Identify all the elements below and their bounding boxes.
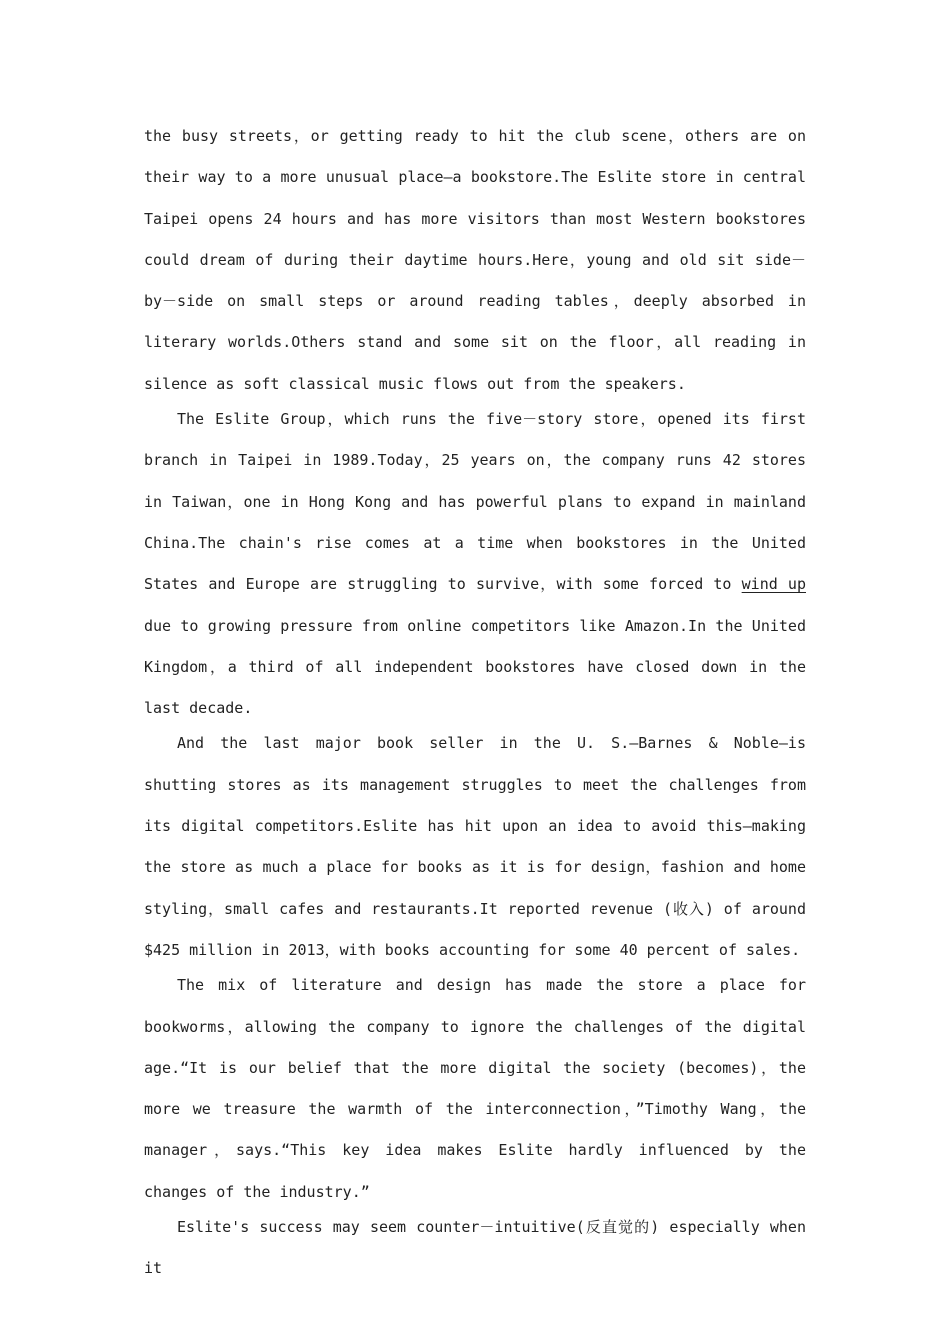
document-body — [144, 116, 806, 1284]
paragraph-5-text: Eslite's success may seem counter－intuitive(反直觉的) especially when it — [144, 1218, 806, 1278]
paragraph-1 — [144, 116, 806, 405]
paragraph-3-text: And the last major book seller in the U. S.—Barnes & Noble—is shutting stores as its management struggles to meet the challenges from its digital competitors.Eslite has hit upon an idea to avoid this—making the store as much a place for books as it is for design，fashion and home styling，small cafes and restaurants.It reported revenue (收入) of around $425 million in 2013，with books accounting for some 40 percent of sales. — [144, 734, 806, 959]
paragraph-2 — [144, 399, 806, 729]
paragraph-2-text-end: due to growing pressure from online competitors like Amazon.In the United Kingdom，a third of all independent bookstores have closed down in the last decade. — [144, 616, 806, 718]
paragraph-4-text: The mix of literature and design has made the store a place for bookworms，allowing the company to ignore the challenges of the digital age.“It is our belief that the more digital the society (becomes)，the more we treasure the warmth of the interconnection，”Timothy Wang，the manager，says.“This key idea makes Eslite hardly influenced by the changes of the industry.” — [144, 976, 806, 1201]
paragraph-3 — [144, 723, 806, 971]
paragraph-2-text-start: The Eslite Group，which runs the five－story store，opened its first branch in Taipei in 1989.Today，25 years on，the company runs 42 stores in Taiwan，one in Hong Kong and has powerful plans to expand in mainland China.The chain's rise comes at a time when bookstores in the United States and Europe are struggling to survive，with some forced to — [144, 410, 806, 594]
paragraph-4 — [144, 965, 806, 1213]
underlined-phrase: wind up — [741, 575, 806, 594]
paragraph-5 — [144, 1207, 806, 1290]
paragraph-1-text: the busy streets，or getting ready to hit the club scene，others are on their way to a more unusual place—a bookstore.The Eslite store in central Taipei opens 24 hours and has more visitors than most Western bookstores could dream of during their daytime hours.Here，young and old sit side－by－side on small steps or around reading tables，deeply absorbed in literary worlds.Others stand and some sit on the floor，all reading in silence as soft classical music flows out from the speakers. — [144, 127, 806, 393]
